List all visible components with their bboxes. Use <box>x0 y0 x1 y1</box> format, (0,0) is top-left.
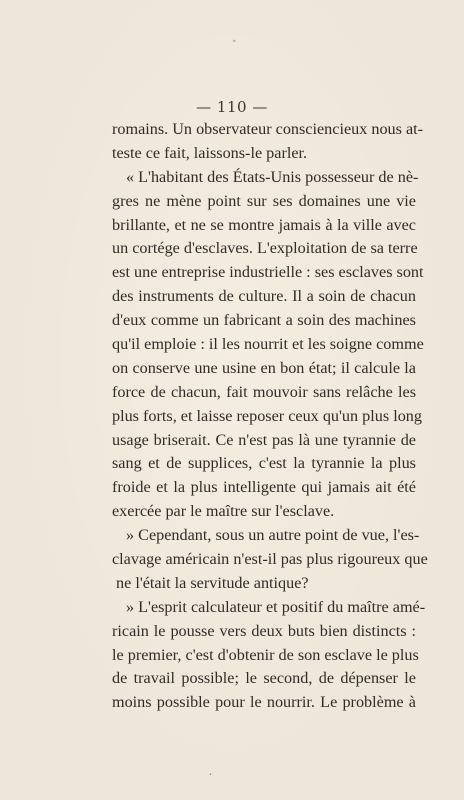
text-line: teste ce fait, laissons-le parler. <box>112 143 308 162</box>
text-line: brillante, et ne se montre jamais à la ville avec <box>112 215 416 234</box>
text-line: ne l'était la servitude antique? <box>116 573 309 592</box>
text-line: » L'esprit calculateur et positif du maître amé- <box>126 597 426 616</box>
paper-speck: ˅ <box>232 40 237 50</box>
body-text <box>112 118 428 715</box>
text-line: des instruments de culture. Il a soin de chacun <box>112 287 416 306</box>
text-line: romains. Un observateur consciencieux nous at- <box>112 120 424 138</box>
text-line: de travail possible; le second, de dépenser le <box>112 669 416 688</box>
text-line: le premier, c'est d'obtenir de son esclave le plus <box>112 645 419 664</box>
text-line: gres ne mène point sur ses domaines une vie <box>112 191 416 210</box>
text-line: plus forts, et laisse reposer ceux qu'un plus long <box>112 406 422 425</box>
text-line: d'eux comme un fabricant a soin des machines <box>112 311 416 330</box>
text-line: moins possible pour le nourrir. Le problème à <box>112 693 416 712</box>
text-line: est une entreprise industrielle : ses esclaves sont <box>112 263 424 282</box>
text-line: sang et de supplices, c'est la tyrannie la plus <box>112 454 416 473</box>
text-line: froide et la plus intelligente qui jamais ait été <box>112 478 416 497</box>
text-line: » Cependant, sous un autre point de vue, l'es- <box>126 526 420 545</box>
text-line: qu'il emploie : il les nourrit et les soigne comme <box>112 335 424 354</box>
paper-speck: • <box>209 772 212 778</box>
text-line: usage briserait. Ce n'est pas là une tyrannie de <box>112 430 416 449</box>
text-line: clavage américain n'est-il pas plus rigoureux que <box>112 550 428 569</box>
text-line: « L'habitant des États-Unis possesseur de nè- <box>126 167 419 186</box>
text-line: on conserve une usine en bon état; il calcule la <box>112 358 416 377</box>
text-line: force de chacun, fait mouvoir sans relâche les <box>112 382 416 401</box>
page-number: — 110 — <box>196 98 268 116</box>
text-line: un cortége d'esclaves. L'exploitation de sa terre <box>112 239 418 258</box>
text-line: exercée par le maître sur l'esclave. <box>112 502 335 521</box>
text-line: ricain le pousse vers deux buts bien distincts : <box>112 621 416 640</box>
